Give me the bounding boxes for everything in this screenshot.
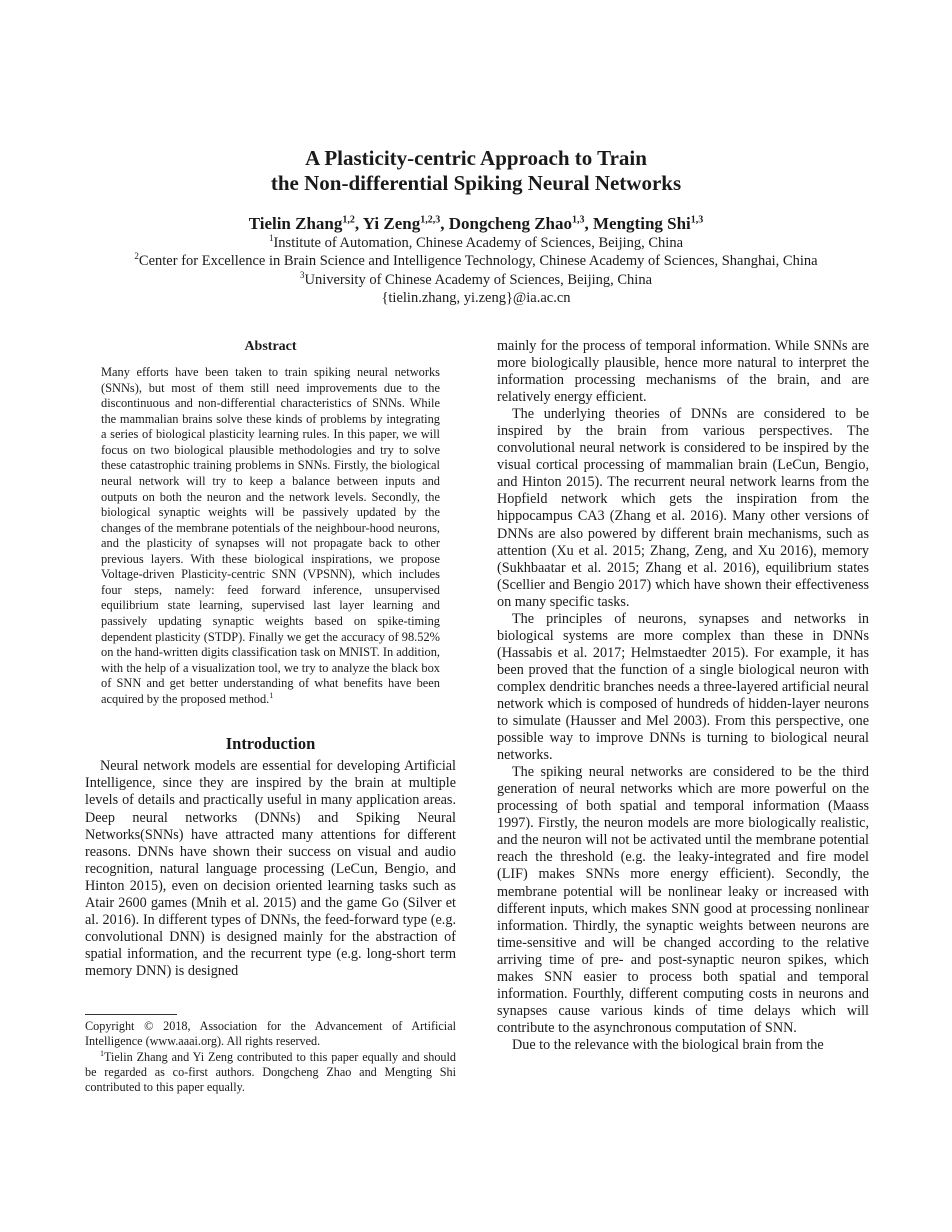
abstract-body <box>101 365 440 707</box>
intro-paragraph-1: Neural network models are essential for developing Artificial Intelligence, since they are inspired by the brain at multiple levels of details and practically useful in many application areas. Deep neural networks (DNNs) and Spiking Neural Networks(SNNs) have attracted many attentions for different reasons. DNNs have shown their success on visual and audio recognition, natural language processing (LeCun, Bengio, and Hinton 2015), even on decision oriented learning tasks such as Atair 2600 games (Mnih et al. 2015) and the game Go (Silver et al. 2016). In different types of DNNs, the feed-forward type (e.g. convolutional DNN) is designed mainly for the abstraction of spatial information, and the recurrent type (e.g. long-short term memory DNN) is designed <box>85 758 456 979</box>
body-paragraph-dnn-theories: The underlying theories of DNNs are considered to be inspired by the brain from various perspectives. The convolutional neural network is considered to be inspired by the visual cortical processing of mammalian brain (LeCun, Bengio, and Hinton 2015). The recurrent neural network learns from the Hopfield network which gets the inspiration from the hippocampus CA3 (Zhang et al. 2016). Many other versions of DNNs are also powered by different brain mechanisms, such as attention (Xu et al. 2015; Zhang, Zeng, and Xu 2016), memory (Sukhbaatar et al. 2015; Zhang et al. 2016), equilibrium states (Scellier and Bengio 2017) which have shown their effectiveness on many specific tasks. <box>497 406 869 610</box>
affiliation-line <box>0 271 952 289</box>
affiliation-line <box>0 234 952 252</box>
author-affil-mark: 1,3 <box>572 214 585 226</box>
author-email: {tielin.zhang, yi.zeng}@ia.ac.cn <box>381 289 571 306</box>
footnote-divider <box>85 1014 177 1015</box>
footnote-1-mark: 1 <box>100 1048 104 1058</box>
title-line-2: the Non-differential Spiking Neural Networks <box>270 171 682 195</box>
body-paragraph-continued: mainly for the process of temporal information. While SNNs are more biologically plausible, hence more natural to interpret the information processing mechanisms of the brain, and are relatively energy efficient. <box>497 338 869 406</box>
affiliation-text: University of Chinese Academy of Sciences, Beijing, China <box>304 271 653 288</box>
affiliation-list <box>0 234 952 307</box>
footnotes <box>85 1019 456 1095</box>
right-column <box>497 338 869 1054</box>
author-name: Yi Zeng <box>362 214 421 233</box>
body-paragraph-snn-generation: The spiking neural networks are considered to be the third generation of neural networks which are more powerful on the processing of both spatial and temporal information (Maass 1997). Firstly, the neuron models are more biologically realistic, and the neuron will not be activated until the membrane potential reach the threshold (e.g. the leaky-integrated and fire model (LIF) makes SNNs more energy efficient). Secondly, the membrane potential will be nonlinear leaky or increased with different inputs, which makes SNN good at processing nonlinear information. Thirdly, the synaptic weights between neurons are time-sensitive and will be changed according to the relative arriving time of pre- and post-synaptic neuron spikes, which makes SNN easier to process both spatial and temporal information. Fourthly, different computing costs in neurons and synapses cause various kinds of time delays which will contribute to the asynchronous computation of SNN. <box>497 764 869 1036</box>
footnote-1-text: Tielin Zhang and Yi Zeng contributed to this paper equally and should be regarded as co-first authors. Dongcheng Zhao and Mengting Shi contributed to this paper equally. <box>85 1049 456 1095</box>
author-affil-mark: 1,3 <box>690 214 704 226</box>
footnote-1 <box>85 1050 456 1096</box>
affiliation-text: Institute of Automation, Chinese Academy of Sciences, Beijing, China <box>273 235 684 251</box>
author-name: Tielin Zhang <box>248 214 343 233</box>
title-line-1: A Plasticity-centric Approach to Train <box>305 146 647 170</box>
affiliation-mark: 1 <box>268 233 274 244</box>
affiliation-text: Center for Excellence in Brain Science and Intelligence Technology, Chinese Academy of Sciences, Shanghai, China <box>138 253 818 270</box>
paper-title <box>0 146 952 196</box>
author-affil-mark: 1,2,3 <box>420 214 441 226</box>
affiliation-mark: 3 <box>299 269 305 280</box>
affiliation-line <box>0 252 952 270</box>
body-paragraph-biological-principles: The principles of neurons, synapses and networks in biological systems are more complex than these in DNNs (Hassabis et al. 2017; Helmstaedter 2015). For example, it has been proved that the function of a single biological neuron with complex dendritic branches needs a three-layered artificial neural network which is composed of hundreds of hidden-layer neurons to simulate (Hausser and Mel 2003). From this perspective, one possible way to improve DNNs is turning to biological neural networks. <box>497 610 869 764</box>
copyright-notice: Copyright © 2018, Association for the Advancement of Artificial Intelligence (www.aaai.org). All rights reserved. <box>85 1019 456 1049</box>
author-separator: , <box>584 214 594 233</box>
author-separator: , <box>440 214 449 233</box>
left-column <box>85 338 456 980</box>
author-name: Mengting Shi <box>593 214 691 233</box>
author-affil-mark: 1,2 <box>342 214 355 226</box>
author-list <box>0 213 952 235</box>
introduction-heading: Introduction <box>225 734 316 754</box>
body-paragraph-relevance: Due to the relevance with the biological brain from the <box>512 1036 824 1053</box>
author-separator: , <box>354 214 363 233</box>
abstract-footnote-mark: 1 <box>269 690 274 700</box>
author-name: Dongcheng Zhao <box>448 214 573 233</box>
affiliation-mark: 2 <box>134 251 139 262</box>
abstract-text: Many efforts have been taken to train spiking neural networks (SNNs), but most of them still need improvements due to the discontinuous and non-differential characteristics of SNNs. While the mammalian brains solve these kinds of problems by integrating a series of biological plasticity learning rules. In this paper, we will focus on two biological plausible methodologies and try to solve these catastrophic training problems in SNNs. Firstly, the biological neural network will try to keep a balance between inputs and outputs on both the neuron and the network levels. Secondly, the biological synaptic weights will be passively updated by the changes of the membrane potentials of the neighbour-hood neurons, and the plasticity of synapses will not propagate back to other previous layers. With these biological inspirations, we propose Voltage-driven Plasticity-centric SNN (VPSNN), which includes four steps, namely: feed forward inference, unsupervised equilibrium state learning, supervised last layer learning and passively updating synaptic weights based on spike-timing dependent plasticity (STDP). Finally we get the accuracy of 98.52% on the hand-written digits classification task on MNIST. In addition, with the help of a visualization tool, we try to analyze the black box of SNN and get better understanding of what benefits have been acquired by the proposed method. <box>101 365 440 706</box>
abstract-heading: Abstract <box>244 339 297 354</box>
